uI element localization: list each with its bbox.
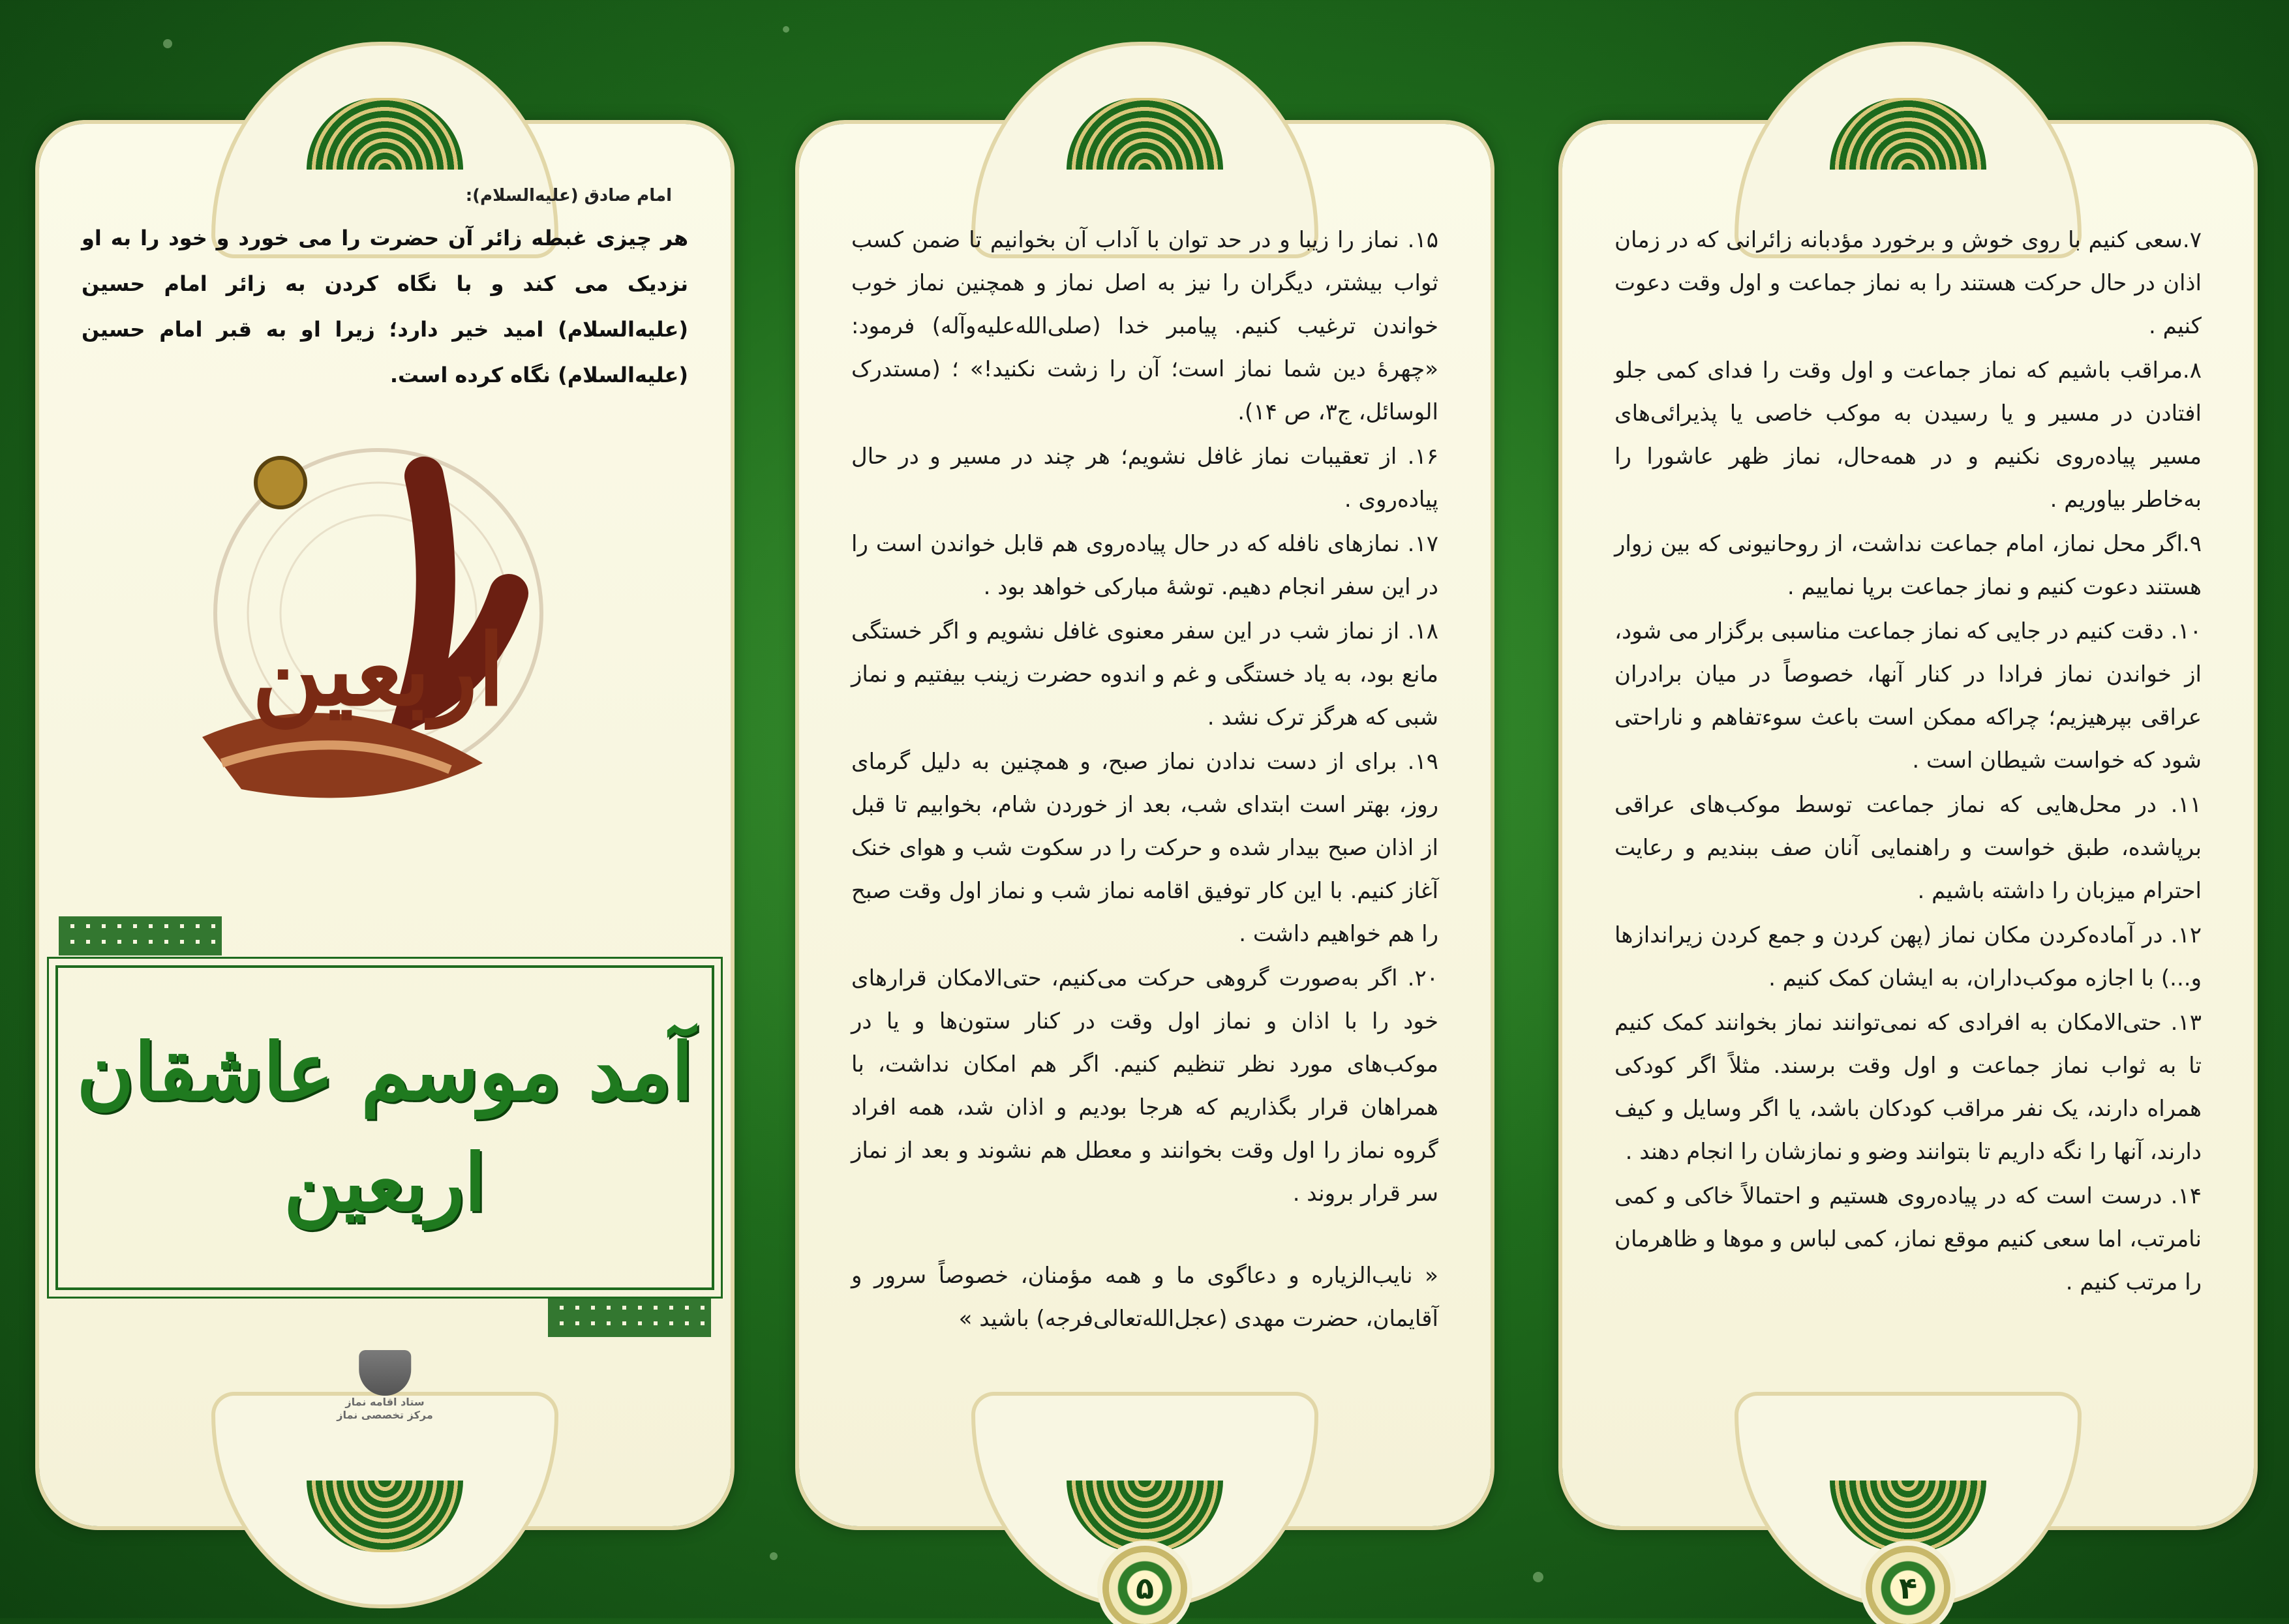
publisher-logo bbox=[337, 1350, 432, 1422]
checker-ornament-icon bbox=[548, 1298, 711, 1337]
background-sparkle bbox=[783, 26, 789, 33]
list-item: ۱۴. درست است که در پیاده‌روی هستیم و احتمالاً خاکی و کمی نامرتب، اما سعی کنیم موقع نماز، کمی لباس و موها و ظاهرمان را مرتب کنیم . bbox=[1614, 1183, 2202, 1295]
page-4-panel bbox=[1562, 124, 2254, 1606]
list-item: ۱۳. حتی‌الامکان به افرادی که نمی‌توانند نماز بخوانند کمک کنیم تا به ثواب نماز جماعت و اول وقت برسند. مثلاً اگر کودکی همراه دارند، یک نفر مراقب کودکان باشد، یا اگر وسایل و کیف دارند، آنها را نگه داریم تا بتوانند وضو و نمازشان را انجام دهند . bbox=[1614, 1010, 2202, 1165]
cover-panel bbox=[39, 124, 731, 1526]
hadith-text: هر چیزی غبطه زائر آن حضرت را می خورد و خود را به او نزدیک می کند و با نگاه کردن به زائر امام حسین (علیه‌السلام) امید خیر دارد؛ زیرا او به قبر امام حسین (علیه‌السلام) نگاه کرده است. bbox=[82, 226, 688, 387]
closing-prayer: « نایب‌الزیاره و دعاگوی ما و همه مؤمنان، خصوصاً سرور و آقایمان، حضرت مهدی (عجل‌الله‌تعالی‌فرجه) باشید » bbox=[851, 1263, 1438, 1332]
arbaeen-calligraphy-icon bbox=[144, 398, 600, 867]
list-item: ۱۱. در محل‌هایی که نماز جماعت توسط موکب‌های عراقی برپاشده، طبق خواست و راهنمایی آنان صف ببندیم و رعایت احترام میزبان را داشته باشیم . bbox=[1614, 792, 2202, 904]
background-sparkle bbox=[1533, 1572, 1543, 1582]
page-number-badge: ۵ bbox=[1109, 1552, 1181, 1624]
background-sparkle bbox=[163, 39, 172, 48]
title-box bbox=[55, 965, 714, 1290]
list-item: ۱۰. دقت کنیم در جایی که نماز جماعت مناسبی برگزار می شود، از خواندن نماز فرادا در کنار آنها، خصوصاً در میان برادران عراقی بپرهیزیم؛ چراکه ممکن است باعث سوءتفاهم و ناراحتی شود که خواست شیطان است . bbox=[1614, 618, 2202, 774]
list-item: ۱۶. از تعقیبات نماز غافل نشویم؛ هر چند در مسیر و در حال پیاده‌روی . bbox=[851, 444, 1438, 513]
list-item: ۹.اگر محل نماز، امام جماعت نداشت، از روحانیونی که بین زوار هستند دعوت کنیم و نماز جماعت برپا نماییم . bbox=[1614, 531, 2202, 600]
list-item: ۱۲. در آماده‌کردن مکان نماز (پهن کردن و جمع کردن زیراندازها و...) با اجازه موکب‌داران، به ایشان کمک کنیم . bbox=[1614, 922, 2202, 991]
list-item: ۲۰. اگر به‌صورت گروهی حرکت می‌کنیم، حتی‌الامکان قرارهای خود را با اذان و نماز اول وقت در کنار ستون‌ها و یا در موکب‌های مورد نظر تنظیم کنیم. اگر هم امکان نداشت، با همراهان قرار بگذاریم که هرجا بودیم و اذان شد، همه افراد گروه نماز را اول وقت بخوانند و معطل هم نشوند و بعد از نماز سر قرار بروند . bbox=[851, 965, 1438, 1207]
list-item: ۱۵. نماز را زیبا و در حد توان با آداب آن بخوانیم تا ضمن کسب ثواب بیشتر، دیگران را نیز به اصل نماز و همچنین نماز خوب خواندن ترغیب کنیم. پیامبر خدا (صلی‌الله‌علیه‌وآله) فرمود: «چهرهٔ دین شما نماز است؛ آن را زشت نکنید!» ؛ (مستدرک الوسائل، ج۳، ص ۱۴). bbox=[851, 227, 1438, 425]
list-item: ۱۸. از نماز شب در این سفر معنوی غافل نشویم و اگر خستگی مانع بود، به یاد خستگی و غم و اندوه حضرت زینب بیفتیم و نماز شبی که هرگز ترک نشد . bbox=[851, 618, 1438, 730]
kaaba-logo-icon bbox=[359, 1350, 411, 1396]
title-line2: اربعین bbox=[283, 1137, 487, 1229]
list-item: ۷.سعی کنیم با روی خوش و برخورد مؤدبانه زائرانی که در زمان اذان در حال حرکت هستند را به نماز جماعت و اول وقت دعوت کنیم . bbox=[1614, 227, 2202, 339]
title-line1: آمد موسم عاشقان bbox=[76, 1026, 693, 1118]
logo-line1: ستاد اقامه نماز bbox=[345, 1396, 425, 1408]
checker-ornament-icon bbox=[59, 916, 222, 955]
page-number-badge: ۴ bbox=[1872, 1552, 1944, 1624]
background-sparkle bbox=[770, 1552, 778, 1560]
page-5-content bbox=[851, 218, 1438, 1340]
calligraphy-text: اربعین bbox=[252, 613, 505, 728]
page-5-panel bbox=[799, 124, 1491, 1606]
list-item: ۱۷. نمازهای نافله که در حال پیاده‌روی هم قابل خواندن است را در این سفر انجام دهیم. توشهٔ مبارکی خواهد بود . bbox=[851, 531, 1438, 600]
hadith-source: امام صادق (علیه‌السلام): bbox=[465, 186, 672, 205]
list-item: ۸.مراقب باشیم که نماز جماعت و اول وقت را فدای کمی جلو افتادن در مسیر و یا رسیدن به موکب خاصی یا پذیرائی‌های مسیر پیاده‌روی نکنیم و در همه‌حال، نماز ظهر عاشورا را به‌خاطر بیاوریم . bbox=[1614, 357, 2202, 513]
logo-line2: مرکز تخصصی نماز bbox=[337, 1409, 433, 1421]
list-item: ۱۹. برای از دست ندادن نماز صبح، و همچنین به دلیل گرمای روز، بهتر است ابتدای شب، بعد از خوردن شام، بخوابیم تا قبل از اذان صبح بیدار شده و حرکت را در سکوت شب و هوای خنک آغاز کنیم. با این کار توفیق اقامه نماز شب و نماز اول وقت صبح را هم خواهیم داشت . bbox=[851, 749, 1438, 947]
page-4-content bbox=[1614, 218, 2202, 1305]
